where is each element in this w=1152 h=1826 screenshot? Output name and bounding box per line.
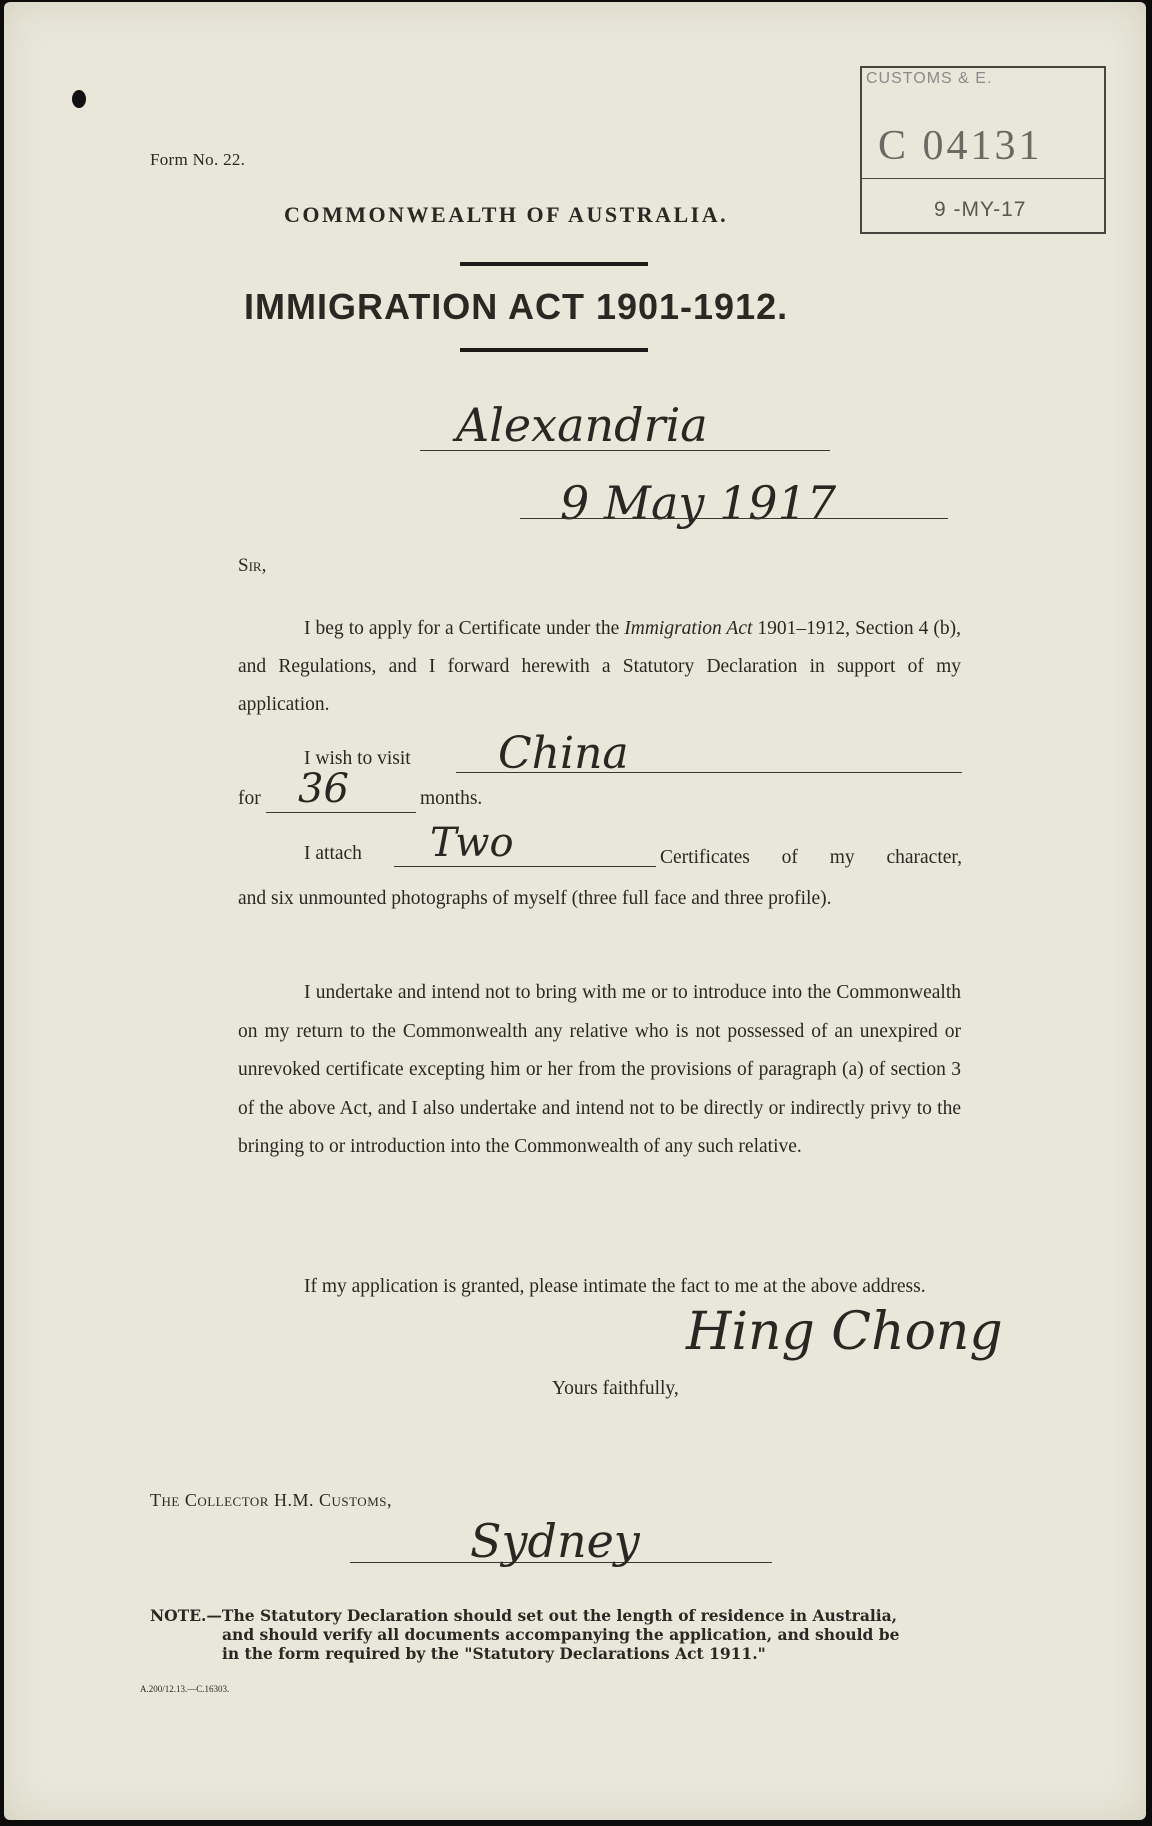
handwritten-date: 9 May 1917 xyxy=(560,476,837,530)
p1-text-b: 1901–1912, Section 4 (b), and Regulations, and I forward herewith a Statutory Declaration in support of my application. xyxy=(238,618,961,715)
title-rule-bottom xyxy=(460,348,648,352)
p1-text-a: I beg to apply for a Certificate under the xyxy=(304,618,625,639)
print-code: A.200/12.13.—C.16303. xyxy=(140,1684,230,1694)
attach-line xyxy=(394,866,656,867)
handwritten-place: Alexandria xyxy=(456,398,708,452)
handwritten-city: Sydney xyxy=(470,1514,640,1568)
months-line xyxy=(266,812,416,813)
heading: COMMONWEALTH OF AUSTRALIA. xyxy=(284,202,729,227)
date-line xyxy=(520,518,948,519)
act-title: IMMIGRATION ACT 1901-1912. xyxy=(244,286,789,327)
paragraph-intimate: If my application is granted, please intimate the fact to me at the above address. xyxy=(304,1276,926,1297)
handwritten-months: 36 xyxy=(298,766,349,812)
place-line xyxy=(420,450,830,451)
statutory-note xyxy=(150,1606,962,1663)
stamp-number: C 04131 xyxy=(878,123,1043,169)
salutation: Sir, xyxy=(238,555,267,576)
p1-italic-act: Immigration Act xyxy=(624,618,753,639)
title-rule-top xyxy=(460,262,648,266)
punch-hole-mark xyxy=(72,90,86,108)
closing: Yours faithfully, xyxy=(552,1378,679,1399)
stamp-divider xyxy=(860,178,1104,179)
handwritten-certificates: Two xyxy=(430,820,514,866)
handwritten-signature: Hing Chong xyxy=(686,1302,1003,1362)
paragraph-application xyxy=(238,610,961,724)
months-label: months. xyxy=(420,788,483,809)
stamp-office-text: CUSTOMS & E. xyxy=(866,70,993,87)
note-line-1: NOTE.—The Statutory Declaration should set out the length of residence in Australia, xyxy=(150,1606,898,1625)
attach-rest: Certificates of my character, xyxy=(660,847,962,868)
visit-label: I wish to visit xyxy=(304,748,411,769)
note-line-3: in the form required by the "Statutory Declarations Act 1911." xyxy=(222,1644,766,1663)
paragraph-undertaking: I undertake and intend not to bring with me or to introduce into the Commonwealth on my return to the Commonwealth any relative who is not possessed of an unexpired or unrevoked certificate excepting him or her from the provisions of paragraph (a) of section 3 of the above Act, and I also undertake and intend not to be directly or indirectly privy to the bringing to or introduction into the Commonwealth of any such relative. xyxy=(238,982,961,1157)
addressee-collector: The Collector H.M. Customs, xyxy=(150,1490,392,1510)
for-label: for xyxy=(238,788,261,809)
handwritten-country: China xyxy=(498,728,629,779)
form-number: Form No. 22. xyxy=(150,150,246,169)
paragraph-photographs: and six unmounted photographs of myself (three full face and three profile). xyxy=(238,888,832,909)
note-line-2: and should verify all documents accompanying the application, and should be xyxy=(222,1625,900,1644)
stamp-date: 9 -MY-17 xyxy=(934,198,1027,221)
attach-label: I attach xyxy=(304,843,362,864)
